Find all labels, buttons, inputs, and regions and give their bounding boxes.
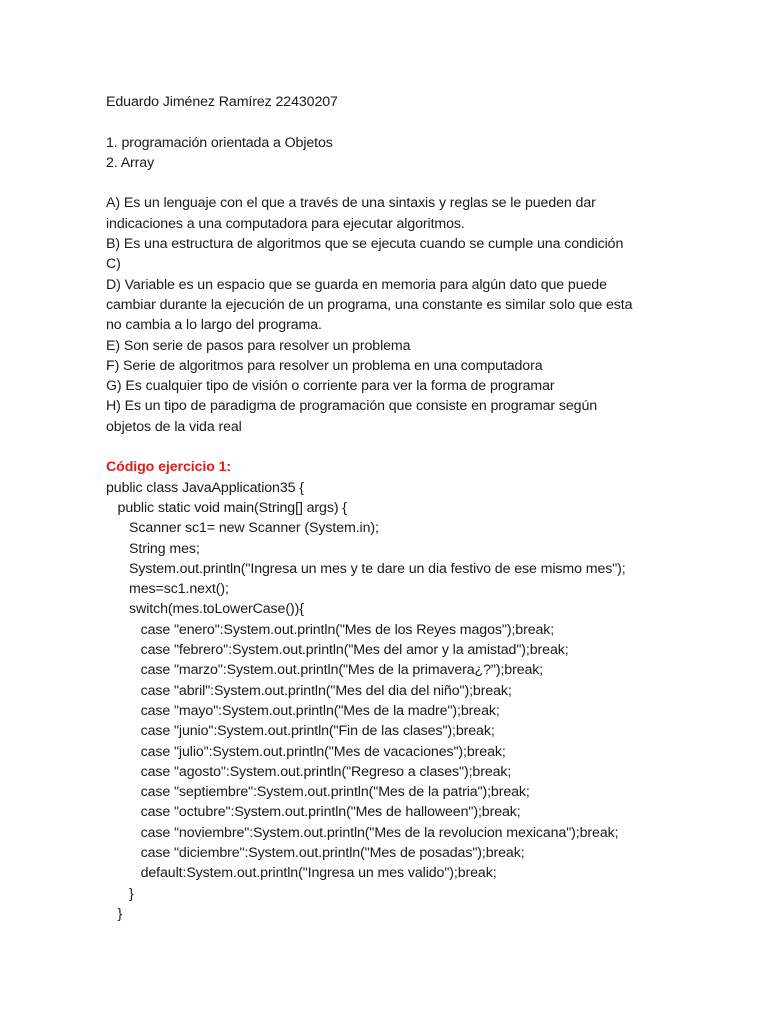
- code-line: case "mayo":System.out.println("Mes de la madre");break;: [106, 702, 500, 719]
- code-line: mes=sc1.next();: [106, 581, 229, 598]
- code-line: case "abril":System.out.println("Mes del dia del niño");break;: [106, 682, 512, 699]
- code-line: Scanner sc1= new Scanner (System.in);: [106, 520, 379, 537]
- code-line: default:System.out.println("Ingresa un mes valido");break;: [106, 865, 497, 882]
- spacer: [106, 173, 726, 193]
- answer-line: G) Es cualquier tipo de visión o corriente para ver la forma de programar: [106, 378, 555, 395]
- code-line: switch(mes.toLowerCase()){: [106, 601, 304, 618]
- answer-line: A) Es un lenguaje con el que a través de una sintaxis y reglas se le pueden dar: [106, 195, 596, 212]
- list-item: 1. programación orientada a Objetos: [106, 134, 333, 151]
- code-line: public class JavaApplication35 {: [106, 479, 304, 496]
- answer-line: cambiar durante la ejecución de un programa, una constante es similar solo que esta: [106, 296, 633, 313]
- code-line: case "febrero":System.out.println("Mes del amor y la amistad");break;: [106, 642, 569, 659]
- answer-line: no cambia a lo largo del programa.: [106, 317, 322, 334]
- code-line: case "marzo":System.out.println("Mes de la primavera¿?");break;: [106, 662, 544, 679]
- list-item: 2. Array: [106, 154, 155, 171]
- code-line: System.out.println("Ingresa un mes y te dare un dia festivo de ese mismo mes");: [106, 560, 626, 577]
- spacer: [106, 112, 726, 132]
- code-line: public static void main(String[] args) {: [106, 499, 347, 516]
- code-line: case "septiembre":System.out.println("Mes de la patria");break;: [106, 784, 530, 801]
- author-line: Eduardo Jiménez Ramírez 22430207: [106, 94, 338, 110]
- code-line: case "junio":System.out.println("Fin de las clases");break;: [106, 723, 495, 740]
- answer-line: F) Serie de algoritmos para resolver un problema en una computadora: [106, 357, 543, 374]
- answer-line: C): [106, 256, 121, 273]
- answer-line: H) Es un tipo de paradigma de programación que consiste en programar según: [106, 398, 598, 415]
- code-line: case "octubre":System.out.println("Mes de halloween");break;: [106, 804, 521, 821]
- code-line: }: [106, 905, 123, 922]
- code-line: case "agosto":System.out.println("Regreso a clases");break;: [106, 763, 512, 780]
- code-line: String mes;: [106, 540, 200, 557]
- answer-line: D) Variable es un espacio que se guarda en memoria para algún dato que puede: [106, 276, 607, 293]
- answer-line: objetos de la vida real: [106, 418, 242, 435]
- answer-line: E) Son serie de pasos para resolver un problema: [106, 337, 411, 354]
- answer-line: B) Es una estructura de algoritmos que se ejecuta cuando se cumple una condición: [106, 236, 624, 253]
- answer-line: indicaciones a una computadora para ejecutar algoritmos.: [106, 215, 465, 232]
- code-heading: Código ejercicio 1:: [106, 459, 232, 476]
- code-line: case "enero":System.out.println("Mes de los Reyes magos");break;: [106, 621, 555, 638]
- document-page: [106, 92, 726, 924]
- code-line: case "julio":System.out.println("Mes de vacaciones");break;: [106, 743, 506, 760]
- code-line: case "noviembre":System.out.println("Mes de la revolucion mexicana");break;: [106, 824, 619, 841]
- code-line: }: [106, 885, 134, 902]
- spacer: [106, 437, 726, 457]
- code-line: case "diciembre":System.out.println("Mes de posadas");break;: [106, 844, 525, 861]
